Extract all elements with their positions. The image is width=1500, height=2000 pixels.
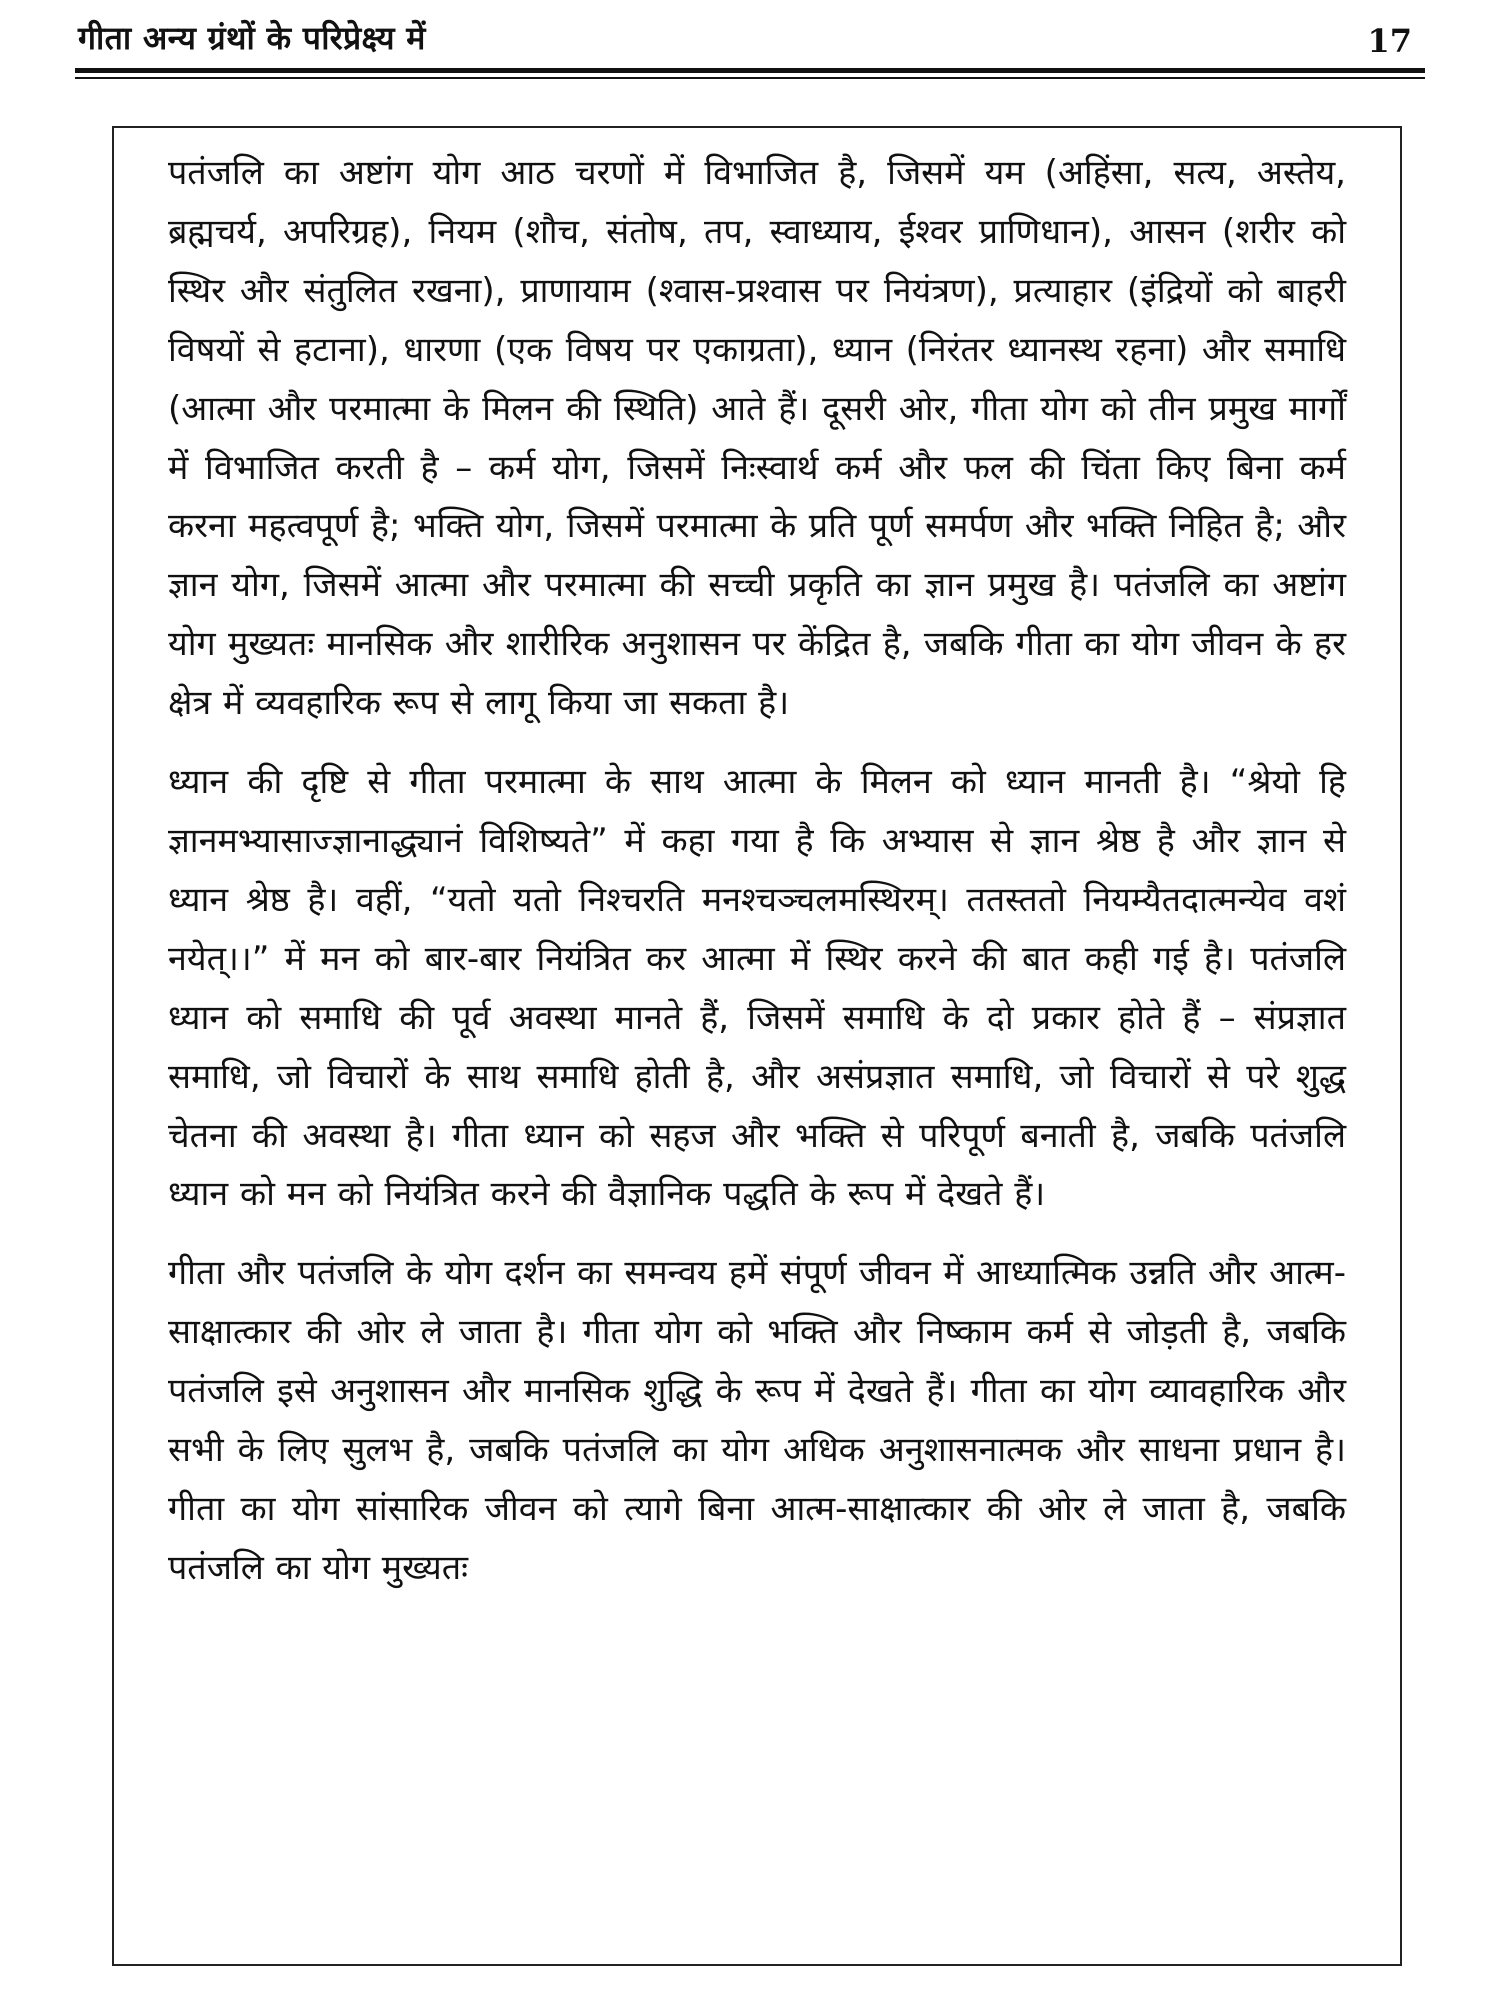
header-rule-thin <box>75 77 1425 79</box>
paragraph-synthesis: गीता और पतंजलि के योग दर्शन का समन्वय हमें संपूर्ण जीवन में आध्यात्मिक उन्नति और आत्म-साक्षात्कार की ओर ले जाता है। गीता योग को भक्ति और निष्काम कर्म से जोड़ती है, जबकि पतंजलि इसे अनुशासन और मानसिक शुद्धि के रूप में देखते हैं। गीता का योग व्यावहारिक और सभी के लिए सुलभ है, जबकि पतंजलि का योग अधिक अनुशासनात्मक और साधना प्रधान है। गीता का योग सांसारिक जीवन को त्यागे बिना आत्म-साक्षात्कार की ओर ले जाता है, जबकि पतंजलि का योग मुख्यतः <box>168 1253 1346 1588</box>
running-title: गीता अन्य ग्रंथों के परिप्रेक्ष्य में <box>78 19 426 57</box>
page-number: 17 <box>1367 22 1412 60</box>
content-box <box>112 126 1402 1966</box>
page-header <box>60 10 1420 74</box>
body-text <box>168 144 1346 1618</box>
paragraph-dhyana: ध्यान की दृष्टि से गीता परमात्मा के साथ आत्मा के मिलन को ध्यान मानती है। “श्रेयो हि ज्ञानमभ्यासाज्ज्ञानाद्ध्यानं विशिष्यते” में कहा गया है कि अभ्यास से ज्ञान श्रेष्ठ है और ज्ञान से ध्यान श्रेष्ठ है। वहीं, “यतो यतो निश्चरति मनश्चञ्चलमस्थिरम्। ततस्ततो नियम्यैतदात्मन्येव वशं नयेत्।।” में मन को बार-बार नियंत्रित कर आत्मा में स्थिर करने की बात कही गई है। पतंजलि ध्यान को समाधि की पूर्व अवस्था मानते हैं, जिसमें समाधि के दो प्रकार होते हैं – संप्रज्ञात समाधि, जो विचारों के साथ समाधि होती है, और असंप्रज्ञात समाधि, जो विचारों से परे शुद्ध चेतना की अवस्था है। गीता ध्यान को सहज और भक्ति से परिपूर्ण बनाती है, जबकि पतंजलि ध्यान को मन को नियंत्रित करने की वैज्ञानिक पद्धति के रूप में देखते हैं। <box>168 762 1346 1215</box>
paragraph-ashtanga-yoga: पतंजलि का अष्टांग योग आठ चरणों में विभाजित है, जिसमें यम (अहिंसा, सत्य, अस्तेय, ब्रह्मचर्य, अपरिग्रह), नियम (शौच, संतोष, तप, स्वाध्याय, ईश्वर प्राणिधान), आसन (शरीर को स्थिर और संतुलित रखना), प्राणायाम (श्वास-प्रश्वास पर नियंत्रण), प्रत्याहार (इंद्रियों को बाहरी विषयों से हटाना), धारणा (एक विषय पर एकाग्रता), ध्यान (निरंतर ध्यानस्थ रहना) और समाधि (आत्मा और परमात्मा के मिलन की स्थिति) आते हैं। दूसरी ओर, गीता योग को तीन प्रमुख मार्गों में विभाजित करती है – कर्म योग, जिसमें निःस्वार्थ कर्म और फल की चिंता किए बिना कर्म करना महत्वपूर्ण है; भक्ति योग, जिसमें परमात्मा के प्रति पूर्ण समर्पण और भक्ति निहित है; और ज्ञान योग, जिसमें आत्मा और परमात्मा की सच्ची प्रकृति का ज्ञान प्रमुख है। पतंजलि का अष्टांग योग मुख्यतः मानसिक और शारीरिक अनुशासन पर केंद्रित है, जबकि गीता का योग जीवन के हर क्षेत्र में व्यवहारिक रूप से लागू किया जा सकता है। <box>168 153 1346 724</box>
header-rule-thick <box>75 68 1425 73</box>
